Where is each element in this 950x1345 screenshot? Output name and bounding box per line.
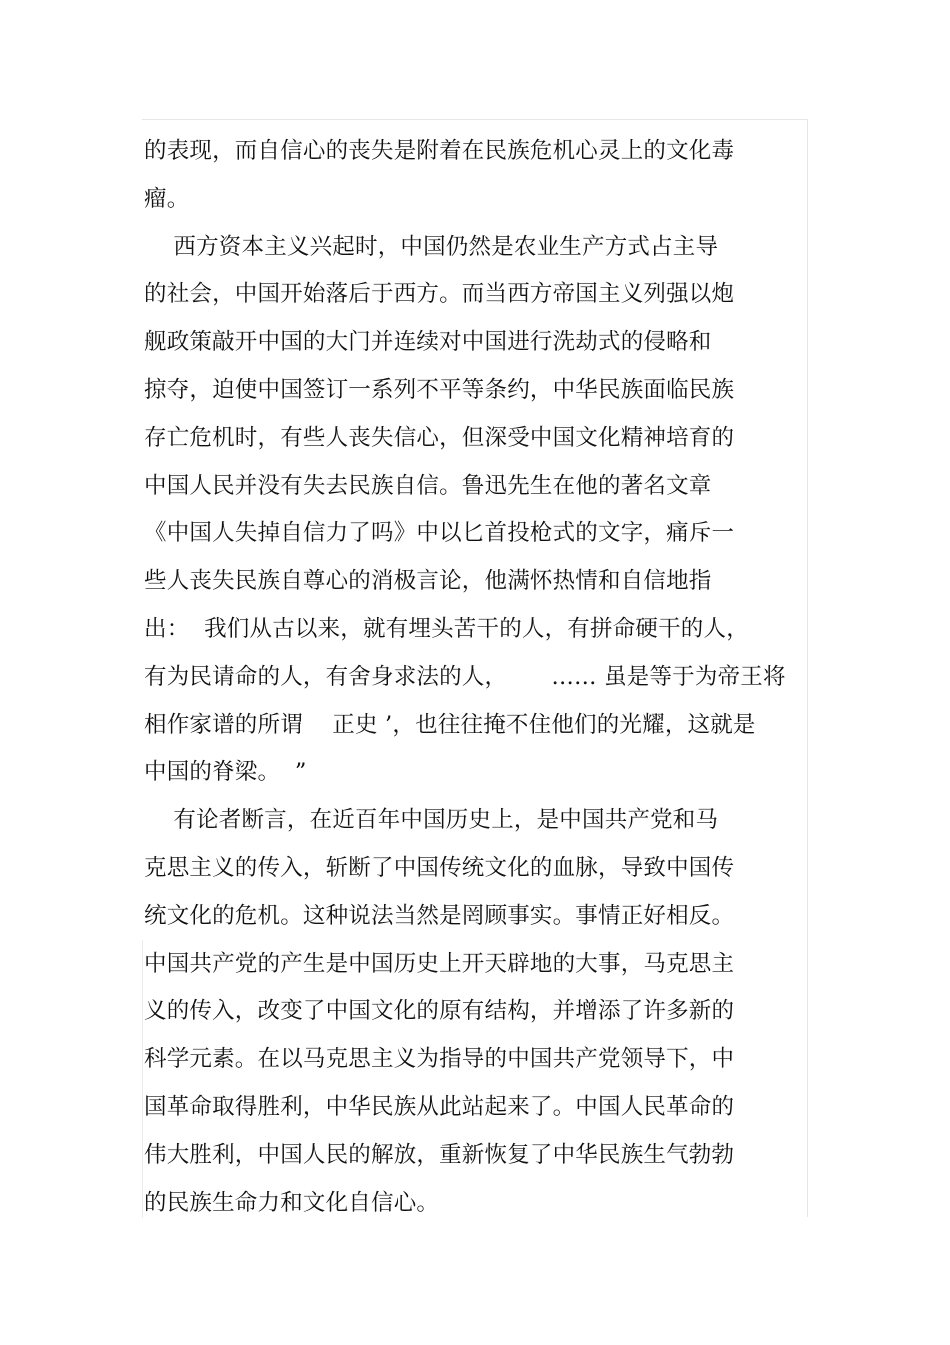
text-line: 掠夺，迫使中国签订一系列不平等条约，中华民族面临民族 — [144, 376, 735, 403]
text-line: 相作家谱的所谓 正史 ’，也往往掩不住他们的光耀，这就是 — [144, 711, 756, 738]
text-line: 存亡危机时，有些人丧失信心，但深受中国文化精神培育的 — [144, 424, 735, 451]
text-line: 出： 我们从古以来，就有埋头苦干的人，有拼命硬干的人， — [144, 615, 749, 642]
text-line: 的民族生命力和文化自信心。 — [144, 1189, 440, 1216]
text-line: 《中国人失掉自信力了吗》中以匕首投枪式的文字，痛斥一 — [144, 520, 735, 547]
text-line: 有为民请命的人，有舍身求法的人， …… 虽是等于为帝王将 — [144, 663, 786, 690]
text-line: 中国的脊梁。 ” — [144, 759, 307, 786]
text-line: 有论者断言，在近百年中国历史上，是中国共产党和马 — [144, 807, 719, 834]
text-line: 伟大胜利，中国人民的解放，重新恢复了中华民族生气勃勃 — [144, 1141, 735, 1168]
text-line: 的表现，而自信心的丧失是附着在民族危机心灵上的文化毒 — [144, 138, 735, 164]
text-line: 中国共产党的产生是中国历史上开天辟地的大事，马克思主 — [144, 950, 735, 977]
text-line: 的社会，中国开始落后于西方。而当西方帝国主义列强以炮 — [144, 281, 735, 308]
text-line: 国革命取得胜利，中华民族从此站起来了。中国人民革命的 — [144, 1093, 735, 1120]
text-line: 中国人民并没有失去民族自信。鲁迅先生在他的著名文章 — [144, 472, 712, 499]
text-line: 统文化的危机。这种说法当然是罔顾事实。事情正好相反。 — [144, 902, 735, 929]
text-line: 克思主义的传入，斩断了中国传统文化的血脉，导致中国传 — [144, 854, 735, 881]
text-line: 瘤。 — [144, 185, 190, 212]
text-line: 科学元素。在以马克思主义为指导的中国共产党领导下，中 — [144, 1046, 735, 1073]
page-left-edge — [142, 940, 143, 1218]
text-line: 舰政策敲开中国的大门并连续对中国进行洗劫式的侵略和 — [144, 329, 712, 356]
text-line: 西方资本主义兴起时，中国仍然是农业生产方式占主导 — [144, 233, 719, 260]
text-line: 些人丧失民族自尊心的消极言论，他满怀热情和自信地指 — [144, 568, 712, 595]
document-body — [144, 128, 804, 1227]
text-line: 义的传入，改变了中国文化的原有结构，并增添了许多新的 — [144, 998, 735, 1025]
